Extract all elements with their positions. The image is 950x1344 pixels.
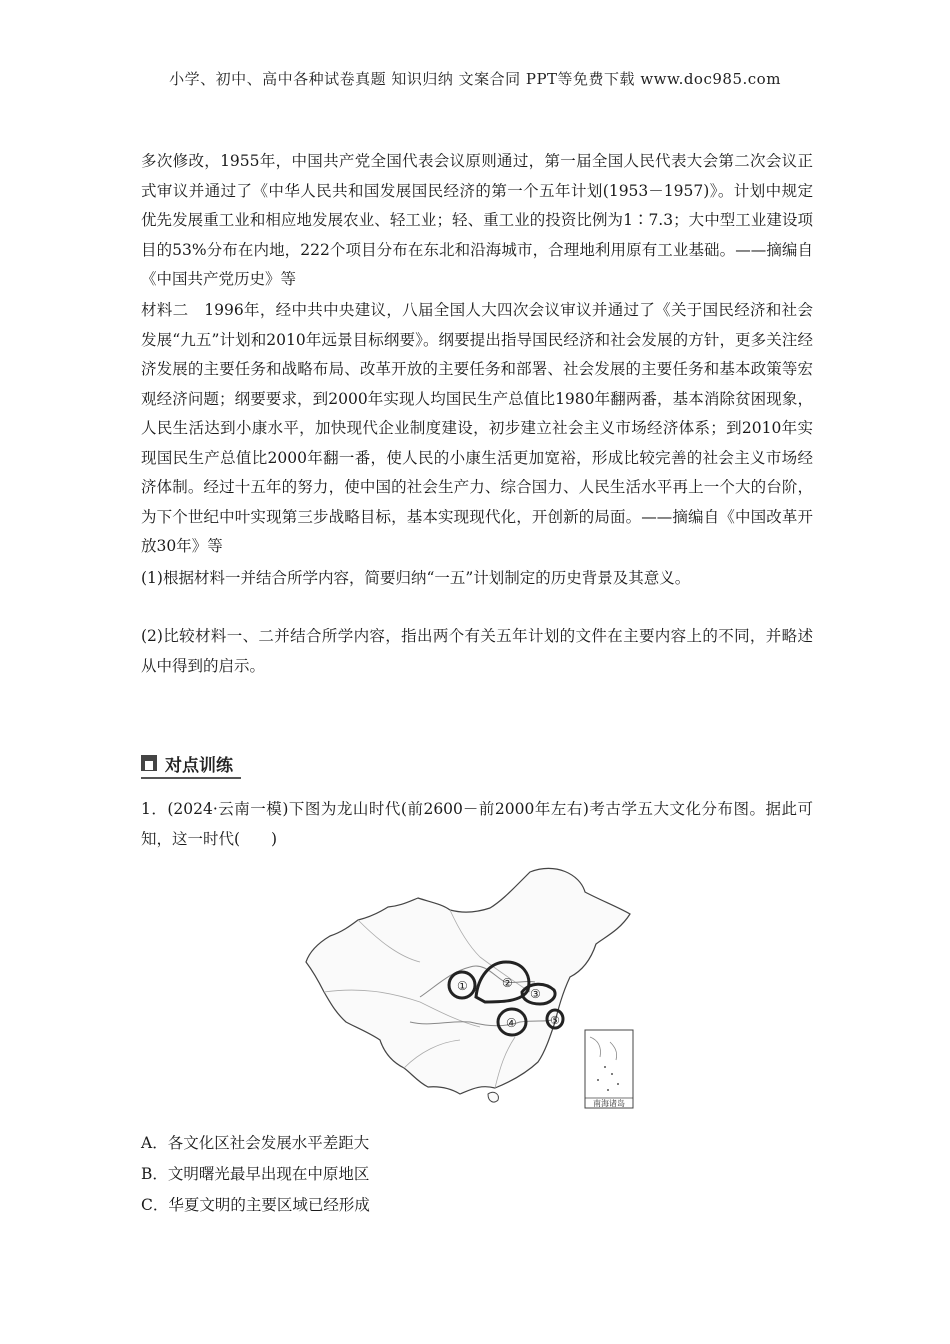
material2: 材料二 1996年，经中共中央建议，八届全国人大四次会议审议并通过了《关于国民经济和社会发展“九五”计划和2010年远景目标纲要》。纲要提出指导国民经济和社会发展的方针，更多关注经济发展的主要任务和战略布局、改革开放的主要任务和部署、社会发展的主要任务和基本政策等宏观经济问题；纲要要求，到2000年实现人均国民生产总值比1980年翻两番，基本消除贫困现象，人民生活达到小康水平，加快现代企业制度建设，初步建立社会主义市场经济体系；到2010年实现国民生产总值比2000年翻一番，使人民的小康生活更加宽裕，形成比较完善的社会主义市场经济体制。经过十五年的努力，使中国的社会生产力、综合国力、人民生活水平再上一个大的台阶，为下个世纪中叶实现第三步战略目标，基本实现现代化，开创新的局面。——摘编自《中国改革开放30年》等 — [141, 301, 813, 555]
china-map-figure — [300, 862, 670, 1112]
region-marker-3: ③ — [530, 987, 541, 1001]
south-sea-inset — [585, 1030, 633, 1108]
question-1: (1)根据材料一并结合所学内容，简要归纳“一五”计划制定的历史背景及其意义。 — [141, 569, 691, 587]
region-marker-4: ④ — [506, 1016, 517, 1030]
material1-continuation: 多次修改，1955年，中国共产党全国代表会议原则通过，第一届全国人民代表大会第二次会议正式审议并通过了《中华人民共和国发展国民经济的第一个五年计划(1953－1957)》。计划中规定优先发展重工业和相应地发展农业、轻工业；轻、重工业的投资比例为1∶7.3；大中型工业建设项目的53%分布在内地，222个项目分布在东北和沿海城市，合理地利用原有工业基础。——摘编自《中国共产党历史》等 — [141, 152, 813, 288]
exercise-1-stem: 1．(2024·云南一模)下图为龙山时代(前2600－前2000年左右)考古学五大文化分布图。据此可知，这一时代( ) — [141, 800, 813, 848]
section-title: 对点训练 — [165, 755, 233, 776]
inset-label: 南海诸岛 — [593, 1099, 625, 1108]
region-marker-1: ① — [457, 979, 468, 993]
option-b[interactable]: B．文明曙光最早出现在中原地区 — [141, 1165, 370, 1183]
question-2: (2)比较材料一、二并结合所学内容，指出两个有关五年计划的文件在主要内容上的不同，并略述从中得到的启示。 — [141, 627, 813, 675]
document-icon — [141, 755, 157, 771]
region-marker-2: ② — [502, 976, 513, 990]
culture-distribution-map — [300, 862, 670, 1112]
page-header: 小学、初中、高中各种试卷真题 知识归纳 文案合同 PPT等免费下载 www.doc985.com — [169, 70, 781, 88]
option-a[interactable]: A．各文化区社会发展水平差距大 — [141, 1134, 370, 1152]
china-outline — [306, 868, 630, 1094]
option-c[interactable]: C．华夏文明的主要区域已经形成 — [141, 1196, 370, 1214]
hainan-island — [488, 1092, 498, 1102]
section-heading — [141, 749, 241, 779]
region-marker-5: ⑤ — [550, 1014, 560, 1027]
